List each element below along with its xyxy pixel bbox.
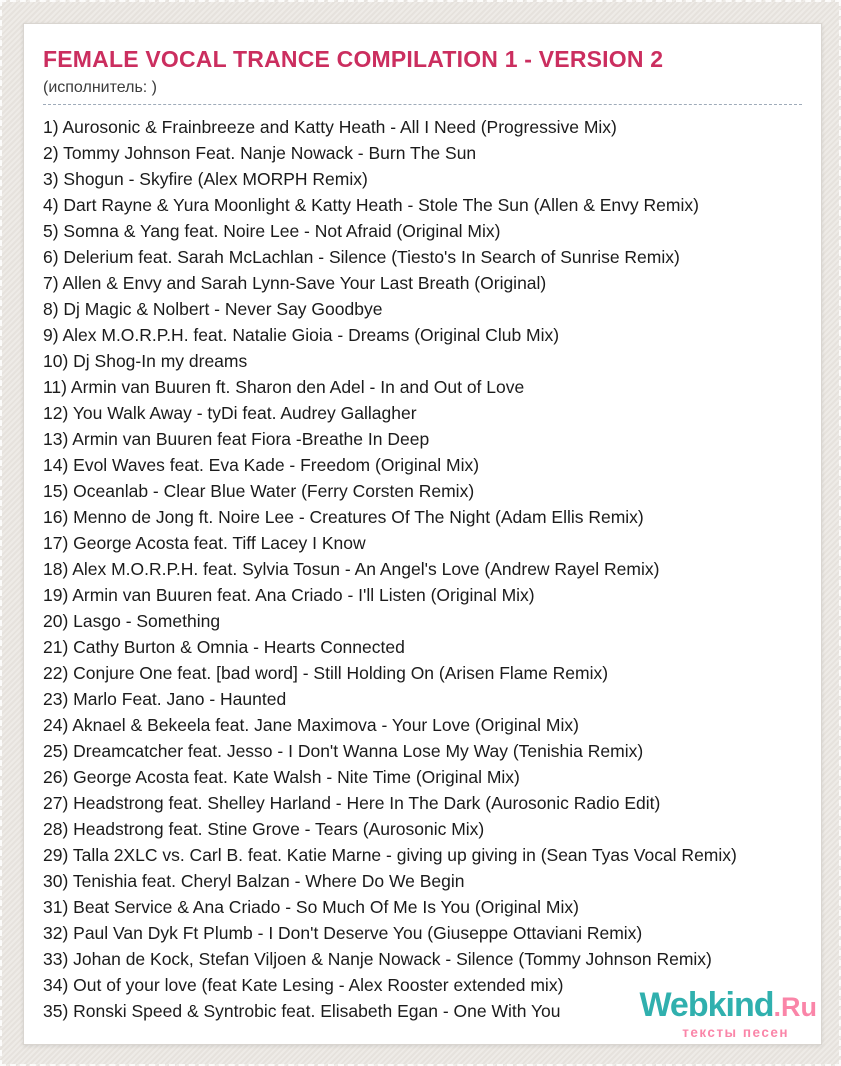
track-item: 28) Headstrong feat. Stine Grove - Tears (Aurosonic Mix): [43, 819, 485, 839]
track-item: 5) Somna & Yang feat. Noire Lee - Not Afraid (Original Mix): [43, 221, 501, 241]
track-item: 14) Evol Waves feat. Eva Kade - Freedom (Original Mix): [43, 455, 480, 475]
track-item: 26) George Acosta feat. Kate Walsh - Nite Time (Original Mix): [43, 767, 520, 787]
track-item: 31) Beat Service & Ana Criado - So Much Of Me Is You (Original Mix): [43, 897, 579, 917]
track-item: 13) Armin van Buuren feat Fiora -Breathe In Deep: [43, 429, 430, 449]
track-item: 3) Shogun - Skyfire (Alex MORPH Remix): [43, 169, 368, 189]
track-item: 25) Dreamcatcher feat. Jesso - I Don't Wanna Lose My Way (Tenishia Remix): [43, 741, 644, 761]
track-item: 33) Johan de Kock, Stefan Viljoen & Nanje Nowack - Silence (Tommy Johnson Remix): [43, 949, 712, 969]
track-item: 35) Ronski Speed & Syntrobic feat. Elisabeth Egan - One With You: [43, 1001, 561, 1021]
track-item: 15) Oceanlab - Clear Blue Water (Ferry Corsten Remix): [43, 481, 475, 501]
track-item: 20) Lasgo - Something: [43, 611, 221, 631]
track-item: 4) Dart Rayne & Yura Moonlight & Katty Heath - Stole The Sun (Allen & Envy Remix): [43, 195, 699, 215]
track-item: 29) Talla 2XLC vs. Carl B. feat. Katie Marne - giving up giving in (Sean Tyas Vocal Remix): [43, 845, 737, 865]
track-item: 23) Marlo Feat. Jano - Haunted: [43, 689, 287, 709]
logo-domain: .Ru: [773, 992, 817, 1022]
track-item: 34) Out of your love (feat Kate Lesing - Alex Rooster extended mix): [43, 975, 564, 995]
track-item: 17) George Acosta feat. Tiff Lacey I Know: [43, 533, 366, 553]
track-item: 18) Alex M.O.R.P.H. feat. Sylvia Tosun - An Angel's Love (Andrew Rayel Remix): [43, 559, 660, 579]
page-title: FEMALE VOCAL TRANCE COMPILATION 1 - VERSION 2: [43, 46, 664, 72]
track-item: 30) Tenishia feat. Cheryl Balzan - Where Do We Begin: [43, 871, 465, 891]
track-item: 8) Dj Magic & Nolbert - Never Say Goodbye: [43, 299, 383, 319]
track-item: 32) Paul Van Dyk Ft Plumb - I Don't Deserve You (Giuseppe Ottaviani Remix): [43, 923, 643, 943]
track-item: 2) Tommy Johnson Feat. Nanje Nowack - Burn The Sun: [43, 143, 477, 163]
artist-label: (исполнитель: ): [43, 79, 157, 96]
track-item: 22) Conjure One feat. [bad word] - Still Holding On (Arisen Flame Remix): [43, 663, 609, 683]
content-card: [23, 23, 822, 1045]
track-item: 19) Armin van Buuren feat. Ana Criado - I'll Listen (Original Mix): [43, 585, 535, 605]
header: [43, 46, 802, 105]
track-item: 7) Allen & Envy and Sarah Lynn-Save Your Last Breath (Original): [43, 273, 547, 293]
track-item: 12) You Walk Away - tyDi feat. Audrey Gallagher: [43, 403, 417, 423]
track-item: 24) Aknael & Bekeela feat. Jane Maximova - Your Love (Original Mix): [43, 715, 579, 735]
track-item: 16) Menno de Jong ft. Noire Lee - Creatures Of The Night (Adam Ellis Remix): [43, 507, 644, 527]
logo-tagline: тексты песен: [682, 1025, 789, 1040]
track-item: 11) Armin van Buuren ft. Sharon den Adel - In and Out of Love: [43, 377, 525, 397]
track-item: 9) Alex M.O.R.P.H. feat. Natalie Gioia - Dreams (Original Club Mix): [43, 325, 560, 345]
track-item: 27) Headstrong feat. Shelley Harland - Here In The Dark (Aurosonic Radio Edit): [43, 793, 661, 813]
track-item: 21) Cathy Burton & Omnia - Hearts Connected: [43, 637, 405, 657]
logo-name: Webkind: [639, 986, 774, 1024]
track-item: 1) Aurosonic & Frainbreeze and Katty Heath - All I Need (Progressive Mix): [43, 117, 617, 137]
track-item: 6) Delerium feat. Sarah McLachlan - Silence (Tiesto's In Search of Sunrise Remix): [43, 247, 680, 267]
track-item: 10) Dj Shog-In my dreams: [43, 351, 248, 371]
track-list: [43, 114, 821, 1024]
